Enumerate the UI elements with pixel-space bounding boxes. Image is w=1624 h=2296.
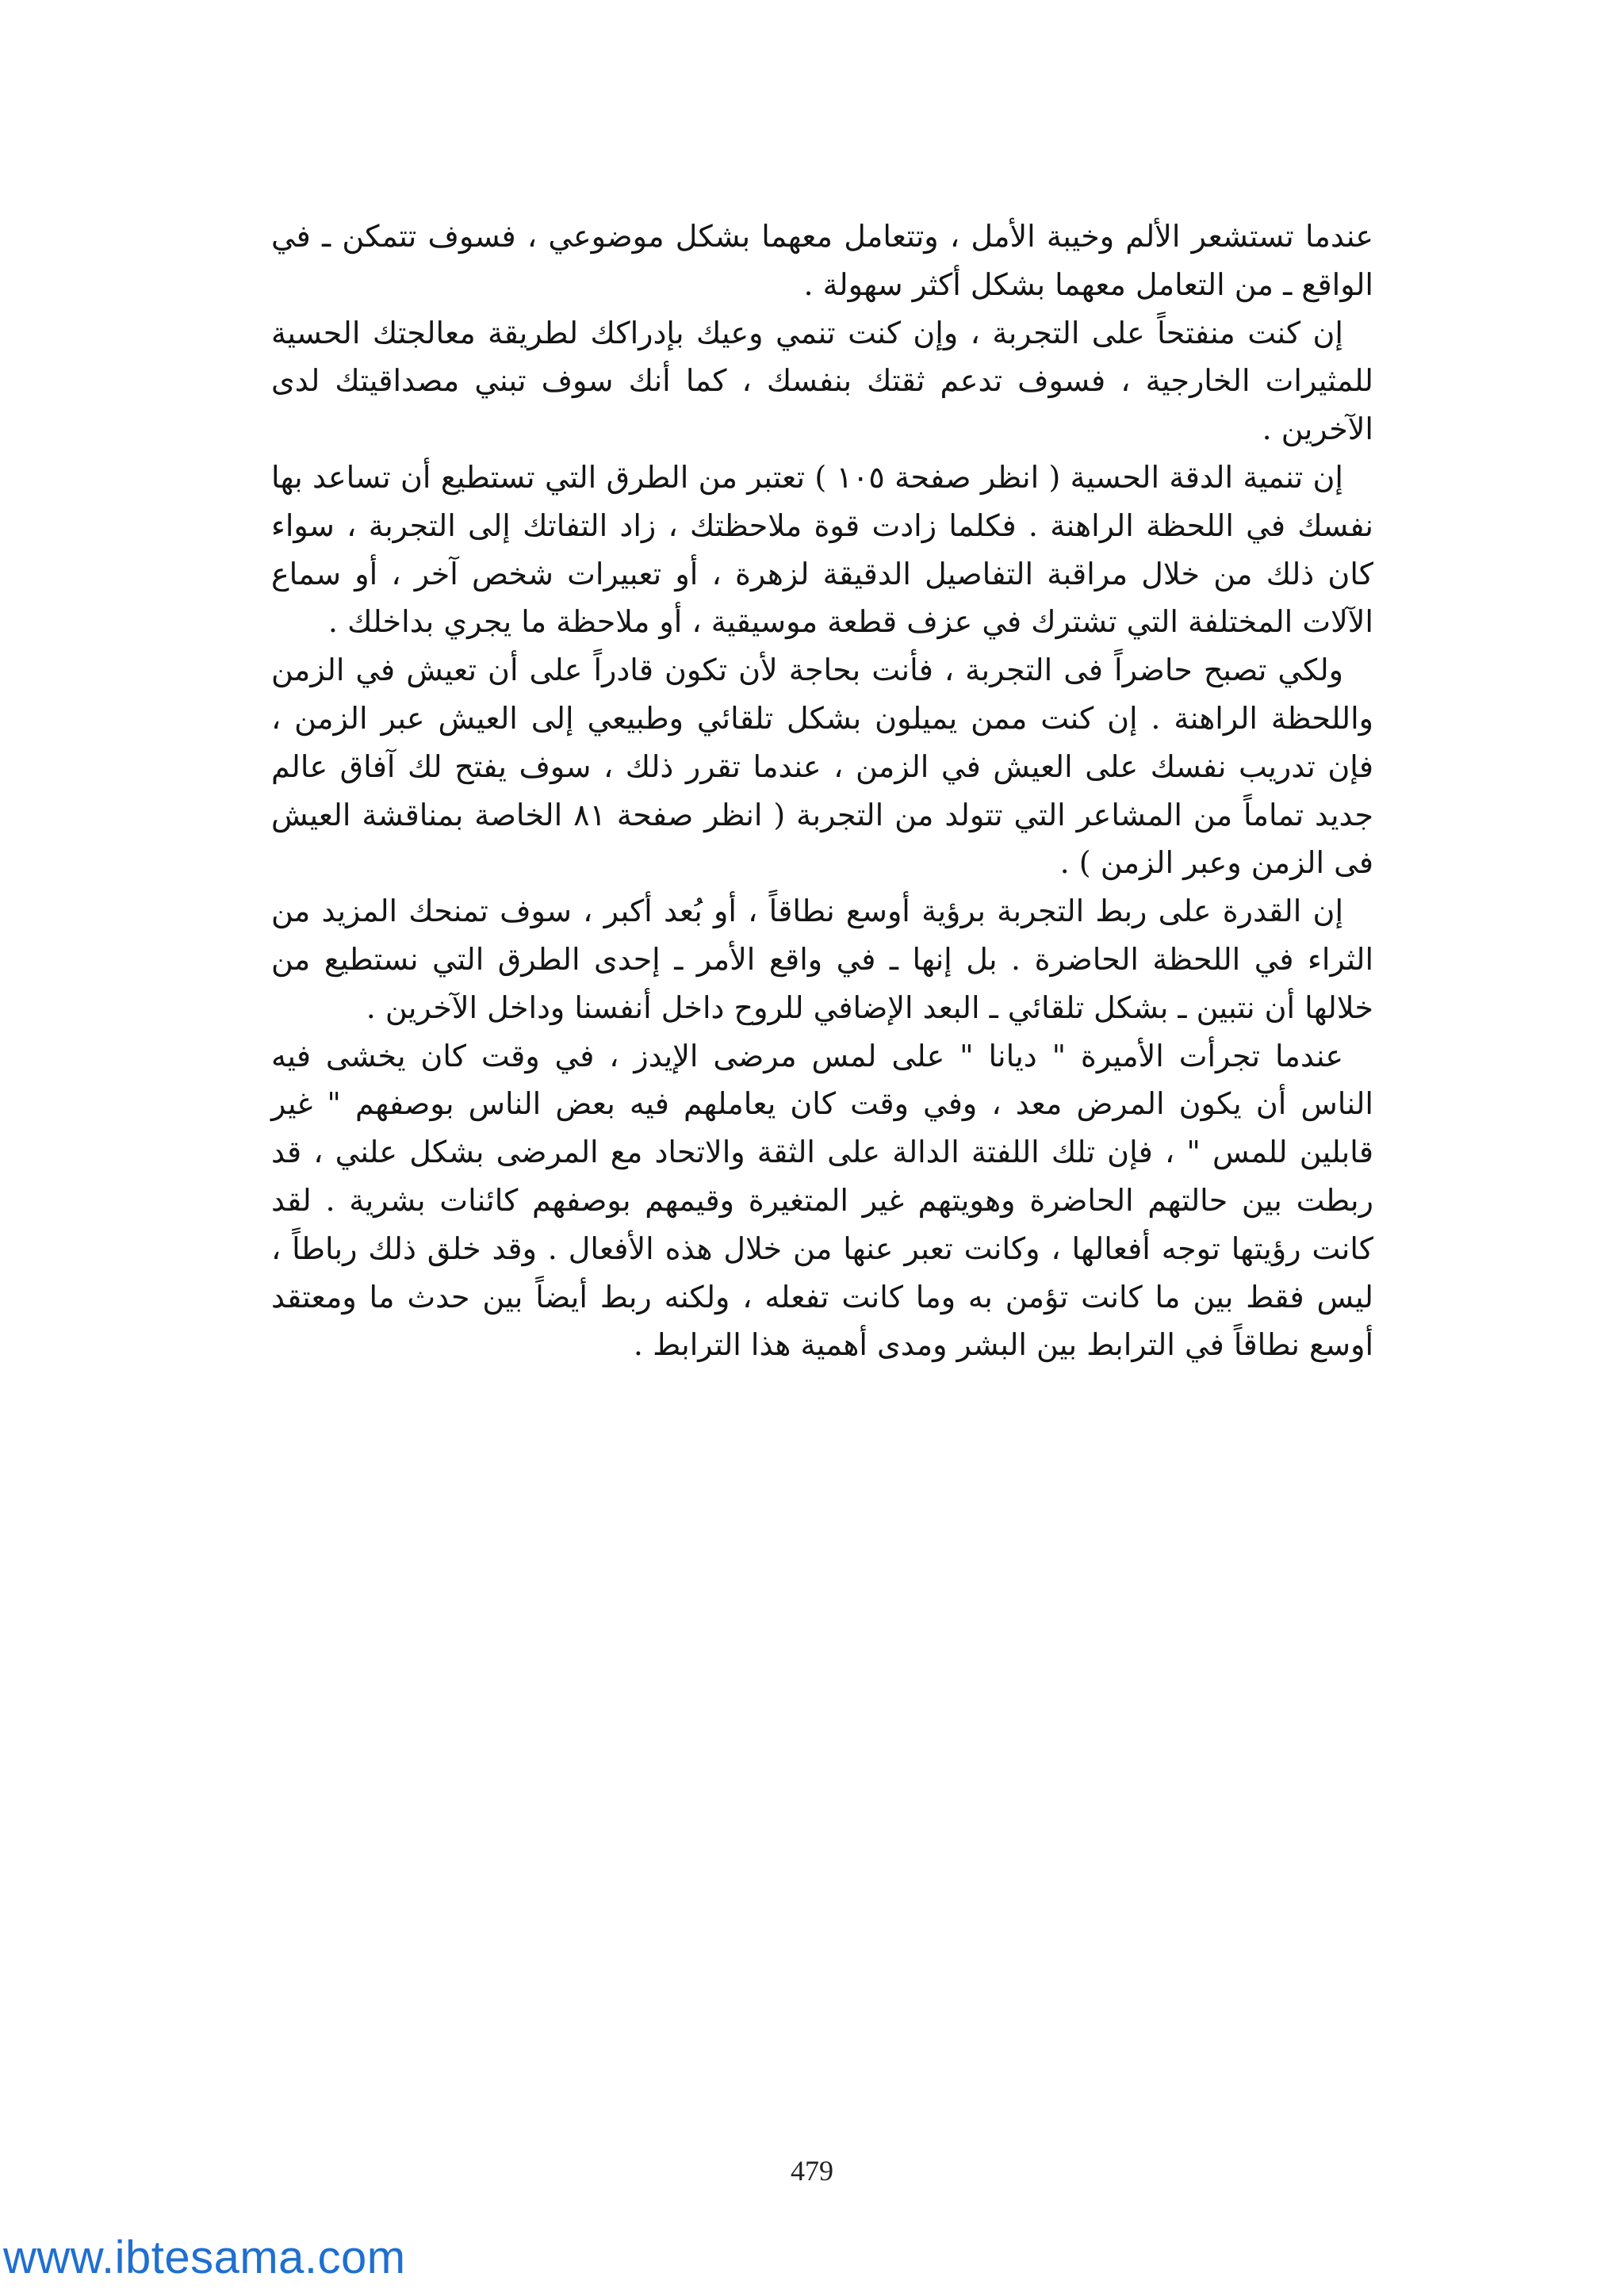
- site-watermark: www.ibtesama.com: [3, 2232, 406, 2283]
- paragraph-6: عندما تجرأت الأميرة " ديانا " على لمس مرضى الإيدز ، في وقت كان يخشى فيه الناس أن يكون المرض معد ، وفي وقت كان يعاملهم فيه بعض الناس بوصفهم " غير قابلين للمس " ، فإن تلك اللفتة الدالة على الثقة والاتحاد مع المرضى بشكل علني ، قد ربطت بين حالتهم الحاضرة وهويتهم غير المتغيرة وقيمهم بوصفهم كائنات بشرية . لقد كانت رؤيتها توجه أفعالها ، وكانت تعبر عنها من خلال هذه الأفعال . وقد خلق ذلك رباطاً ، ليس فقط بين ما كانت تؤمن به وما كانت تفعله ، ولكنه ربط أيضاً بين حدث ما ومعتقد أوسع نطاقاً في الترابط بين البشر ومدى أهمية هذا الترابط .: [271, 1038, 1373, 1363]
- paragraph-4: ولكي تصبح حاضراً فى التجربة ، فأنت بحاجة لأن تكون قادراً على أن تعيش في الزمن واللحظة الراهنة . إن كنت ممن يميلون بشكل تلقائي وطبيعي إلى العيش عبر الزمن ، فإن تدريب نفسك على العيش في الزمن ، عندما تقرر ذلك ، سوف يفتح لك آفاق عالم جديد تماماً من المشاعر التي تتولد من التجربة ( انظر صفحة ٨١ الخاصة بمناقشة العيش فى الزمن وعبر الزمن ) .: [271, 652, 1373, 881]
- paragraph-5: إن القدرة على ربط التجربة برؤية أوسع نطاقاً ، أو بُعد أكبر ، سوف تمنحك المزيد من الثراء في اللحظة الحاضرة . بل إنها ـ في واقع الأمر ـ إحدى الطرق التي نستطيع من خلالها أن نتبين ـ بشكل تلقائي ـ البعد الإضافي للروح داخل أنفسنا وداخل الآخرين .: [271, 894, 1373, 1025]
- paragraph-3: إن تنمية الدقة الحسية ( انظر صفحة ١٠٥ ) تعتبر من الطرق التي تستطيع أن تساعد بها نفسك في اللحظة الراهنة . فكلما زادت قوة ملاحظتك ، زاد التفاتك إلى التجربة ، سواء كان ذلك من خلال مراقبة التفاصيل الدقيقة لزهرة ، أو تعبيرات شخص آخر ، أو سماع الآلات المختلفة التي تشترك في عزف قطعة موسيقية ، أو ملاحظة ما يجري بداخلك .: [271, 459, 1373, 640]
- paragraph-2: إن كنت منفتحاً على التجربة ، وإن كنت تنمي وعيك بإدراكك لطريقة معالجتك الحسية للمثيرات الخارجية ، فسوف تدعم ثقتك بنفسك ، كما أنك سوف تبني مصداقيتك لدى الآخرين .: [271, 315, 1373, 447]
- page-number: 479: [791, 2155, 833, 2187]
- body-text: [271, 212, 1373, 1369]
- paragraph-1: عندما تستشعر الألم وخيبة الأمل ، وتتعامل معهما بشكل موضوعي ، فسوف تتمكن ـ في الواقع ـ من التعامل معهما بشكل أكثر سهولة .: [271, 219, 1373, 302]
